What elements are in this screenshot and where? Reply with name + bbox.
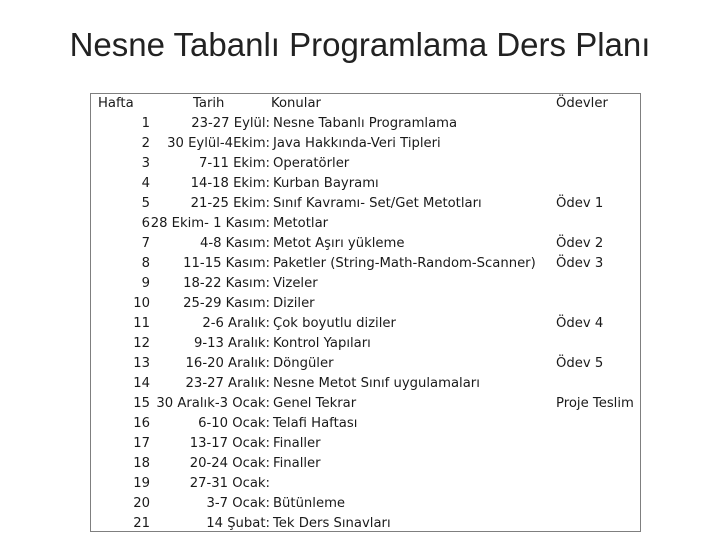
week-number: 19 — [133, 476, 150, 491]
week-number: 5 — [141, 196, 150, 211]
date-cell: 9-13 Aralık: — [193, 336, 270, 351]
header-topic: Konular — [271, 96, 321, 111]
date-cell: 16-20 Aralık: — [185, 356, 270, 371]
topic-cell: Sınıf Kavramı- Set/Get Metotları — [273, 196, 482, 211]
date-cell: 3-7 Ocak: — [206, 496, 270, 511]
topic-cell: Nesne Tabanlı Programlama — [273, 116, 458, 131]
topic-cell: Operatörler — [273, 156, 350, 171]
date-cell: 23-27 Eylül: — [191, 116, 270, 131]
topic-cell: Nesne Metot Sınıf uygulamaları — [273, 376, 480, 391]
week-number: 18 — [133, 456, 150, 471]
header-homework: Ödevler — [556, 96, 608, 111]
date-cell: 25-29 Kasım: — [183, 296, 270, 311]
topic-cell: Çok boyutlu diziler — [273, 316, 396, 331]
week-number: 12 — [133, 336, 150, 351]
homework-cell: Ödev 4 — [556, 316, 604, 331]
week-number: 9 — [141, 276, 150, 291]
week-number: 7 — [141, 236, 150, 251]
topic-cell: Vizeler — [273, 276, 318, 291]
topic-cell: Metot Aşırı yükleme — [273, 236, 405, 251]
date-cell: 20-24 Ocak: — [189, 456, 270, 471]
week-number: 15 — [133, 396, 150, 411]
homework-cell: Ödev 1 — [556, 196, 604, 211]
topic-cell: Döngüler — [273, 356, 334, 371]
topic-cell: Paketler (String-Math-Random-Scanner) — [273, 256, 536, 271]
topic-cell: Bütünleme — [273, 496, 346, 511]
week-number: 2 — [141, 136, 150, 151]
week-number: 3 — [141, 156, 150, 171]
week-number: 21 — [133, 516, 150, 531]
week-number: 16 — [133, 416, 150, 431]
date-cell: 28 Ekim- 1 Kasım: — [150, 216, 270, 231]
schedule-table-frame — [90, 93, 641, 532]
date-cell: 30 Eylül-4Ekim: — [167, 136, 270, 151]
date-cell: 21-25 Ekim: — [190, 196, 270, 211]
week-number: 1 — [141, 116, 150, 131]
topic-cell: Tek Ders Sınavları — [273, 516, 391, 531]
week-number: 17 — [133, 436, 150, 451]
topic-cell: Kurban Bayramı — [273, 176, 379, 191]
date-cell: 2-6 Aralık: — [202, 316, 270, 331]
date-cell: 6-10 Ocak: — [198, 416, 270, 431]
week-number: 8 — [141, 256, 150, 271]
date-cell: 18-22 Kasım: — [183, 276, 270, 291]
date-cell: 7-11 Ekim: — [198, 156, 270, 171]
date-cell: 14-18 Ekim: — [190, 176, 270, 191]
topic-cell: Diziler — [273, 296, 315, 311]
topic-cell: Kontrol Yapıları — [273, 336, 371, 351]
date-cell: 13-17 Ocak: — [189, 436, 270, 451]
header-date: Tarih — [193, 96, 225, 111]
topic-cell: Java Hakkında-Veri Tipleri — [273, 136, 441, 151]
homework-cell: Ödev 2 — [556, 236, 604, 251]
homework-cell: Proje Teslim — [556, 396, 634, 411]
date-cell: 23-27 Aralık: — [185, 376, 270, 391]
topic-cell: Finaller — [273, 436, 321, 451]
topic-cell: Metotlar — [273, 216, 329, 231]
week-number: 4 — [141, 176, 150, 191]
week-number: 6 — [141, 216, 150, 231]
topic-cell: Finaller — [273, 456, 321, 471]
week-number: 14 — [133, 376, 150, 391]
header-week: Hafta — [98, 96, 134, 111]
topic-cell: Telafi Haftası — [273, 416, 358, 431]
date-cell: 27-31 Ocak: — [189, 476, 270, 491]
date-cell: 4-8 Kasım: — [199, 236, 270, 251]
homework-cell: Ödev 3 — [556, 256, 604, 271]
homework-cell: Ödev 5 — [556, 356, 604, 371]
topic-cell: Genel Tekrar — [273, 396, 357, 411]
week-number: 10 — [133, 296, 150, 311]
week-number: 13 — [133, 356, 150, 371]
date-cell: 11-15 Kasım: — [183, 256, 270, 271]
date-cell: 30 Aralık-3 Ocak: — [156, 396, 270, 411]
week-number: 20 — [133, 496, 150, 511]
date-cell: 14 Şubat: — [206, 516, 270, 531]
week-number: 11 — [133, 316, 150, 331]
page-title: Nesne Tabanlı Programlama Ders Planı — [69, 26, 651, 63]
